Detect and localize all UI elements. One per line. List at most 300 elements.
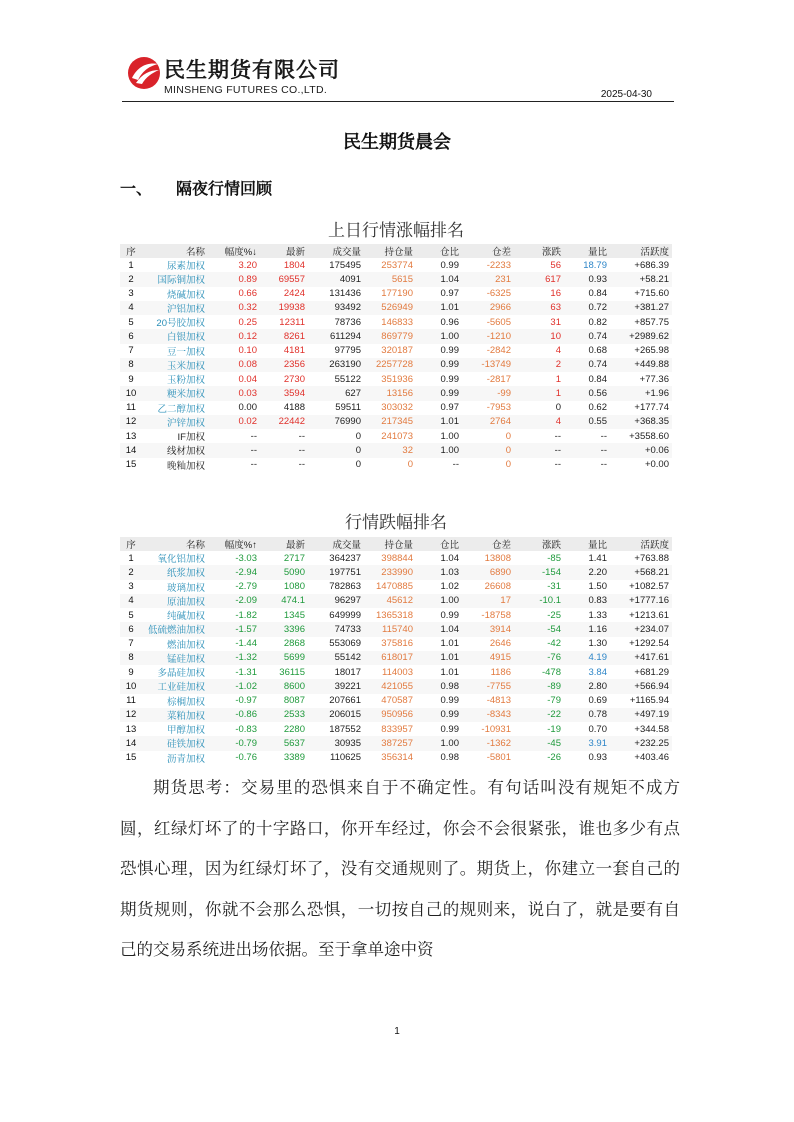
table-cell: 1 [514,386,564,400]
table-cell: -- [452,459,459,471]
table-cell: 1.00 [416,329,462,343]
table-cell: 10 [120,386,142,400]
table-cell: 553069 [329,638,361,650]
table-cell: -85 [547,552,561,564]
table-cell: -79 [547,695,561,707]
table-cell: 2.20 [564,565,610,579]
report-date: 2025-04-30 [600,89,652,100]
table-cell: 1.01 [416,651,462,665]
table-cell: +681.29 [634,666,669,678]
table-cell: 63 [514,301,564,315]
table-cell: 硅铁加权 [142,736,208,750]
table-cell: -0.97 [235,695,257,707]
table-cell: 177190 [381,288,413,300]
column-header[interactable]: 量比 [564,244,610,258]
table-cell: 55122 [334,373,361,385]
table-cell: 0.25 [238,316,257,328]
table-cell: -1.44 [235,638,257,650]
table-cell: 14 [120,443,142,457]
table-cell: -- [298,459,305,471]
table-cell: 175495 [329,259,361,271]
table-row[interactable] [120,594,672,608]
table-cell: 2533 [260,708,308,722]
table-cell: 1.30 [588,638,607,650]
table-cell: +566.94 [610,679,672,693]
table-cell: 869779 [364,329,416,343]
table-cell: +1165.94 [629,695,669,707]
table-cell: 沥青加权 [166,753,205,765]
table-cell: -- [554,430,561,442]
table-cell: 9 [128,666,134,678]
table-cell: 0 [308,443,364,457]
table-cell: 10 [120,679,142,693]
table-row[interactable] [120,722,672,736]
table-cell: 1365318 [376,609,413,621]
table-cell: -154 [514,565,564,579]
table-row[interactable] [120,665,672,679]
table-cell: 2 [514,358,564,372]
table-cell: 253774 [381,259,413,271]
table-cell: 0.00 [238,402,257,414]
table-row[interactable] [120,344,672,358]
table-cell: 364237 [329,552,361,564]
table-cell: +58.21 [610,272,672,286]
table-cell: 2646 [489,638,511,650]
table-cell: 8 [120,651,142,665]
table-cell: 工业硅加权 [142,679,208,693]
table-cell: 2868 [283,638,305,650]
table-cell: 115740 [364,622,416,636]
table-cell: 0.74 [564,358,610,372]
table-cell: -2.94 [208,565,260,579]
table-cell: 1.00 [440,430,459,442]
table-cell: -0.76 [235,752,257,764]
table-cell: -22 [514,708,564,722]
table-cell: -0.86 [208,708,260,722]
table-cell: 3 [128,288,134,300]
table-cell: -7755 [462,679,514,693]
table-cell: -0.79 [208,736,260,750]
table-row[interactable] [120,608,672,622]
table-cell: -- [600,430,607,442]
table-cell: 0.78 [564,708,610,722]
table-cell: -- [260,443,308,457]
table-cell: 0.56 [564,386,610,400]
table-row[interactable] [120,401,672,415]
table-cell: 4 [120,301,142,315]
column-header[interactable]: 最新 [260,537,308,551]
table-cell: 11 [126,402,136,414]
table-cell: 950956 [364,708,416,722]
column-header[interactable]: 幅度%↓ [208,244,260,258]
table-cell: 0.83 [564,594,610,608]
table-cell: 12 [120,708,142,722]
table-cell: 1.50 [588,581,607,593]
table-cell: 甲醇加权 [166,725,205,737]
table-cell: +1082.57 [629,581,669,593]
table-cell: 421055 [364,679,416,693]
table-cell: 晚籼加权 [166,460,205,472]
table-cell: 尿素加权 [166,261,205,273]
table-row[interactable] [120,651,672,665]
table-cell: -- [514,443,564,457]
company-name-en: MINSHENG FUTURES CO.,LTD. [164,84,328,96]
table-row[interactable] [120,443,672,457]
table-cell: -8343 [462,708,514,722]
table-row[interactable] [120,258,672,272]
table-cell: 4.19 [564,651,610,665]
table-row[interactable] [120,329,672,343]
table-cell: 617 [514,272,564,286]
column-header[interactable]: 幅度%↑ [208,537,260,551]
column-header[interactable]: 成交量 [308,537,364,551]
table-cell: 356314 [381,752,413,764]
column-header[interactable]: 仓差 [462,537,514,551]
table-cell: 0.66 [238,288,257,300]
table-row[interactable] [120,429,672,443]
table-cell: 611294 [308,329,364,343]
table-cell: 0.96 [440,316,459,328]
table-cell: -89 [514,679,564,693]
table-cell: 0.99 [416,708,462,722]
table-cell: 0.70 [588,723,607,735]
table-cell: +3558.60 [629,430,669,442]
table-cell: 0.72 [564,301,610,315]
table-cell: 8 [120,358,142,372]
table-cell: -- [250,430,257,442]
table-cell: 197751 [308,565,364,579]
table-cell: 5090 [260,565,308,579]
table-cell: 0 [355,459,361,471]
company-name-cn: 民生期货有限公司 [164,58,340,82]
table-cell: -1.02 [208,679,260,693]
table-row[interactable] [120,751,672,765]
table-cell: 55142 [308,651,364,665]
gainers-table [120,244,672,472]
section-title: 隔夜行情回顾 [176,179,273,198]
table-cell: 17 [462,594,514,608]
table-cell: 3594 [260,386,308,400]
table-cell: -4813 [486,695,511,707]
table-cell: 97795 [334,345,361,357]
table-cell: 0.03 [208,386,260,400]
table-cell: 6 [120,622,142,636]
table-cell: 4 [514,415,564,429]
table-cell: 207661 [329,695,361,707]
table-cell: 2424 [283,288,305,300]
table-cell: 1.01 [416,301,462,315]
table-cell: +403.46 [634,752,669,764]
table-cell: 2966 [462,301,514,315]
table-cell: -31 [547,581,561,593]
section-heading [120,176,272,199]
commentary-paragraph: 期货思考：交易里的恐惧来自于不确定性。有句话叫没有规矩不成方圆，红绿灯坏了的十字路口，你开车经过，你会不会很紧张，谁也多少有点恐惧心理，因为红绿灯坏了，没有交通规则了。期货上，你建立一套自己的期货规则，你就不会那么恐惧，一切按自己的规则来，说白了，就是要有自己的交易系统进出场依据。至于拿单途中资 [120,778,680,959]
table-cell: 燃油加权 [166,639,205,651]
losers-header-row [120,537,672,551]
table-cell: 原油加权 [142,594,208,608]
table-cell: 0 [355,430,361,442]
table-cell: -2.79 [235,581,257,593]
table-row[interactable] [120,301,672,315]
table-cell: -18758 [481,609,511,621]
table-row[interactable] [120,622,672,636]
column-header[interactable]: 成交量 [308,244,364,258]
table-cell: 375816 [381,638,413,650]
table-cell: 0 [462,443,514,457]
table-cell: -1.31 [235,666,257,678]
table-row[interactable] [120,315,672,329]
column-header[interactable]: 涨跌 [514,244,564,258]
table-cell: 206015 [308,708,364,722]
column-header[interactable]: 活跃度 [610,537,672,551]
table-cell: -478 [541,666,561,678]
table-cell: 3396 [260,622,308,636]
table-cell: 0.99 [416,386,462,400]
table-cell: 114003 [382,666,413,678]
column-header[interactable]: 仓差 [462,244,514,258]
table-cell: 乙二醇加权 [157,403,205,415]
table-cell: +0.00 [644,459,669,471]
table-cell: 1.01 [440,666,459,678]
table-cell: 1.16 [564,622,610,636]
table-cell: 15 [125,752,137,764]
table-row[interactable] [120,272,672,286]
table-cell: 纯碱加权 [166,611,205,623]
table-cell: -13749 [462,358,514,372]
table-row[interactable] [120,372,672,386]
gainers-header-row [120,244,672,258]
table-cell: +344.58 [634,723,669,735]
table-cell: +1.96 [610,386,672,400]
table-cell: -2.09 [208,594,260,608]
table-cell: 231 [462,272,514,286]
table-row[interactable] [120,679,672,693]
table-cell: 18.79 [583,259,607,271]
table-cell: 1.00 [416,594,462,608]
table-row[interactable] [120,458,672,472]
table-cell: +857.75 [634,316,669,328]
table-cell: 303032 [381,402,413,414]
table-cell: +1777.16 [610,594,672,608]
table-cell: -25 [547,609,561,621]
table-cell: 26608 [484,581,511,593]
table-cell: 0 [505,459,511,471]
table-cell: 13808 [484,552,511,564]
table-cell: 菜粕加权 [142,708,208,722]
table-cell: 13 [125,430,137,442]
table-row[interactable] [120,736,672,750]
table-cell: 0.62 [588,402,607,414]
table-cell: 833957 [381,723,413,735]
table-row[interactable] [120,694,672,708]
table-cell: 烧碱加权 [166,289,205,301]
table-cell: 1.04 [416,272,462,286]
table-cell: 0.97 [440,288,459,300]
table-cell: -1.82 [235,609,257,621]
table-cell: +232.25 [610,736,672,750]
table-cell: 0 [555,402,561,414]
table-cell: 0.99 [440,609,459,621]
table-cell: 1.33 [588,609,607,621]
table-cell: 10 [514,329,564,343]
table-cell: 多晶硅加权 [157,668,205,680]
table-cell: 1.04 [440,552,459,564]
table-cell: 0.02 [208,415,260,429]
table-cell: 13156 [364,386,416,400]
column-header[interactable]: 名称 [142,537,208,551]
table-cell: +234.07 [610,622,672,636]
table-cell: 93492 [308,301,364,315]
table-cell: 45612 [364,594,416,608]
column-header[interactable]: 量比 [564,537,610,551]
table-cell: 15 [125,459,137,471]
table-cell: 0.89 [208,272,260,286]
column-header[interactable]: 序 [120,537,142,551]
table-cell: +2989.62 [610,329,672,343]
table-cell: 8600 [260,679,308,693]
column-header[interactable]: 涨跌 [514,537,564,551]
table-cell: 棕榈加权 [166,696,205,708]
table-cell: -26 [547,752,561,764]
table-cell: 3.84 [588,666,607,678]
table-cell: 2 [120,272,142,286]
table-cell: 0.32 [208,301,260,315]
table-cell: +77.36 [639,373,669,385]
column-header[interactable]: 持仓量 [364,537,416,551]
table-cell: 4 [120,594,142,608]
column-header[interactable]: 最新 [260,244,308,258]
table-row[interactable] [120,415,672,429]
table-cell: 0 [505,430,511,442]
table-cell: 20号胶加权 [156,318,205,330]
table-cell: 玉米加权 [142,358,208,372]
document-title: 民生期货晨会 [343,132,451,153]
table-cell: 5615 [364,272,416,286]
table-cell: 649999 [329,609,361,621]
table-cell: 沪铝加权 [142,301,208,315]
table-cell: 3.91 [564,736,610,750]
table-cell: -42 [547,638,561,650]
table-cell: 387257 [364,736,416,750]
table-cell: -19 [547,723,561,735]
table-cell: 76990 [308,415,364,429]
table-cell: -- [208,443,260,457]
table-cell: 4915 [462,651,514,665]
table-cell: 3 [128,581,134,593]
table-cell: 398844 [381,552,413,564]
table-cell: 6 [120,329,142,343]
table-cell: 5 [128,609,134,621]
table-cell: 豆一加权 [166,346,205,358]
table-cell: 纸浆加权 [142,565,208,579]
table-cell: 0.99 [416,358,462,372]
table-cell: -10931 [481,723,511,735]
table-cell: 782863 [329,581,361,593]
table-cell: -3.03 [235,552,257,564]
table-cell: -1210 [462,329,514,343]
table-cell: 16 [550,288,561,300]
table-cell: -54 [514,622,564,636]
table-cell: -- [564,443,610,457]
column-header[interactable]: 序 [120,244,142,258]
table-cell: 7 [128,638,134,650]
table-cell: 0.99 [440,723,459,735]
table-cell: 5637 [260,736,308,750]
table-row[interactable] [120,358,672,372]
table-cell: 1.00 [416,443,462,457]
page-number: 1 [394,1026,400,1037]
losers-table [120,537,672,765]
column-header[interactable]: 活跃度 [610,244,672,258]
table-cell: 0.08 [208,358,260,372]
table-row[interactable] [120,708,672,722]
table-cell: +0.06 [610,443,672,457]
table-cell: 110625 [330,752,361,764]
table-cell: -45 [514,736,564,750]
table-cell: 1 [128,259,134,271]
table-row[interactable] [120,386,672,400]
table-cell: 0.04 [238,373,257,385]
table-cell: -2842 [486,345,511,357]
table-cell: 474.1 [260,594,308,608]
table-row[interactable] [120,637,672,651]
column-header[interactable]: 仓比 [416,537,462,551]
table-cell: 233990 [364,565,416,579]
table-cell: 39221 [308,679,364,693]
table-cell: 1470885 [376,581,413,593]
table-cell: -- [250,459,257,471]
column-header[interactable]: 仓比 [416,244,462,258]
table-cell: 1345 [283,609,305,621]
table-cell: 131436 [329,288,361,300]
table-cell: 36115 [279,666,305,678]
table-cell: 线材加权 [142,443,208,457]
table-row[interactable] [120,580,672,594]
column-header[interactable]: 持仓量 [364,244,416,258]
table-cell: 1 [128,552,134,564]
table-cell: 1.41 [588,552,607,564]
table-cell: 玻璃加权 [166,582,205,594]
table-cell: 0.84 [588,288,607,300]
table-row[interactable] [120,551,672,565]
commentary-text [120,768,680,971]
table-cell: 1.04 [416,622,462,636]
table-cell: 12311 [279,316,305,328]
table-cell: 6890 [462,565,514,579]
table-row[interactable] [120,565,672,579]
table-cell: 0.10 [238,345,257,357]
table-cell: +763.88 [634,552,669,564]
table-cell: 1186 [490,666,511,678]
table-cell: 241073 [381,430,413,442]
table-cell: +417.61 [610,651,672,665]
table-cell: 59511 [335,402,361,414]
table-cell: 627 [308,386,364,400]
table-cell: 2764 [462,415,514,429]
table-cell: 0.84 [588,373,607,385]
table-cell: -5605 [486,316,511,328]
table-cell: 1804 [283,259,305,271]
section-number: 一、 [120,179,153,198]
table-cell: IF加权 [177,432,205,444]
table-cell: 146833 [381,316,413,328]
table-cell: +1213.61 [629,609,669,621]
table-cell: 11 [126,695,136,707]
column-header[interactable]: 名称 [142,244,208,258]
table-cell: 3.20 [238,259,257,271]
table-cell: +368.35 [610,415,672,429]
table-row[interactable] [120,287,672,301]
